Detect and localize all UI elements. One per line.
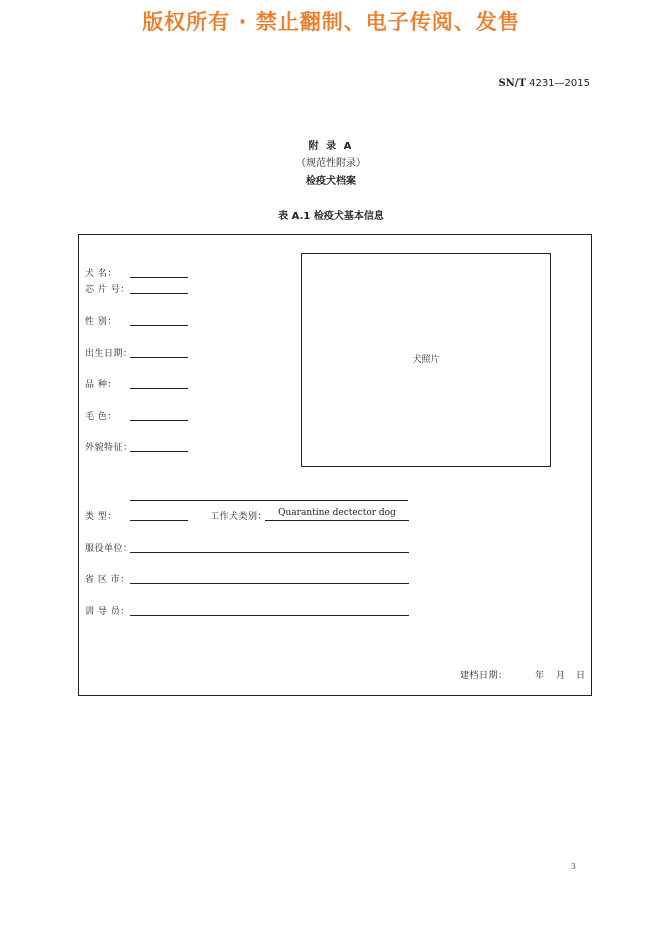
coat-color-label: 毛 色： bbox=[85, 412, 117, 422]
appendix-title: 附 录 A bbox=[308, 141, 354, 152]
work-category-field[interactable] bbox=[265, 520, 409, 521]
breed-label: 品 种： bbox=[85, 380, 117, 390]
type-label: 类 型： bbox=[85, 512, 117, 522]
birth-date-label: 出生日期： bbox=[85, 349, 133, 359]
dog-name-field[interactable] bbox=[130, 277, 188, 278]
copyright-watermark: 版权所有 · 禁止翻制、电子传阅、发售 bbox=[142, 10, 520, 34]
photo-label: 犬照片 bbox=[412, 355, 440, 365]
province-field[interactable] bbox=[130, 583, 409, 584]
birth-date-field[interactable] bbox=[130, 357, 188, 358]
service-unit-label: 服役单位： bbox=[85, 544, 133, 554]
features-label: 外貌特征： bbox=[85, 443, 133, 453]
filing-date-year: 年 bbox=[535, 671, 545, 681]
page-number: 3 bbox=[570, 862, 576, 871]
coat-color-field[interactable] bbox=[130, 420, 188, 421]
standard-code bbox=[498, 78, 590, 89]
standard-number: 4231—2015 bbox=[529, 78, 590, 89]
type-field[interactable] bbox=[130, 520, 188, 521]
appendix-name: 检疫犬档案 bbox=[306, 176, 356, 187]
appendix-subtitle: （规范性附录） bbox=[296, 158, 366, 169]
features-field[interactable] bbox=[130, 451, 188, 452]
work-category-value: Quarantine dectector dog bbox=[278, 508, 396, 518]
table-caption: 表 A.1 检疫犬基本信息 bbox=[278, 211, 384, 222]
sex-label: 性 别： bbox=[85, 317, 117, 327]
handler-label: 训 导 员： bbox=[85, 607, 130, 617]
work-category-label: 工作犬类别： bbox=[210, 512, 268, 522]
blank-line[interactable] bbox=[130, 500, 408, 501]
chip-number-field[interactable] bbox=[130, 293, 188, 294]
handler-field[interactable] bbox=[130, 615, 409, 616]
province-label: 省 区 市： bbox=[85, 575, 130, 585]
dog-name-label: 犬 名： bbox=[85, 269, 117, 279]
filing-date-day: 日 bbox=[576, 671, 586, 681]
breed-field[interactable] bbox=[130, 388, 188, 389]
filing-date-label: 建档日期： bbox=[460, 671, 508, 681]
chip-number-label: 芯 片 号： bbox=[85, 285, 130, 295]
standard-prefix: SN/T bbox=[498, 78, 526, 89]
dog-photo-box[interactable] bbox=[301, 253, 551, 467]
service-unit-field[interactable] bbox=[130, 552, 409, 553]
filing-date-month: 月 bbox=[556, 671, 566, 681]
sex-field[interactable] bbox=[130, 325, 188, 326]
